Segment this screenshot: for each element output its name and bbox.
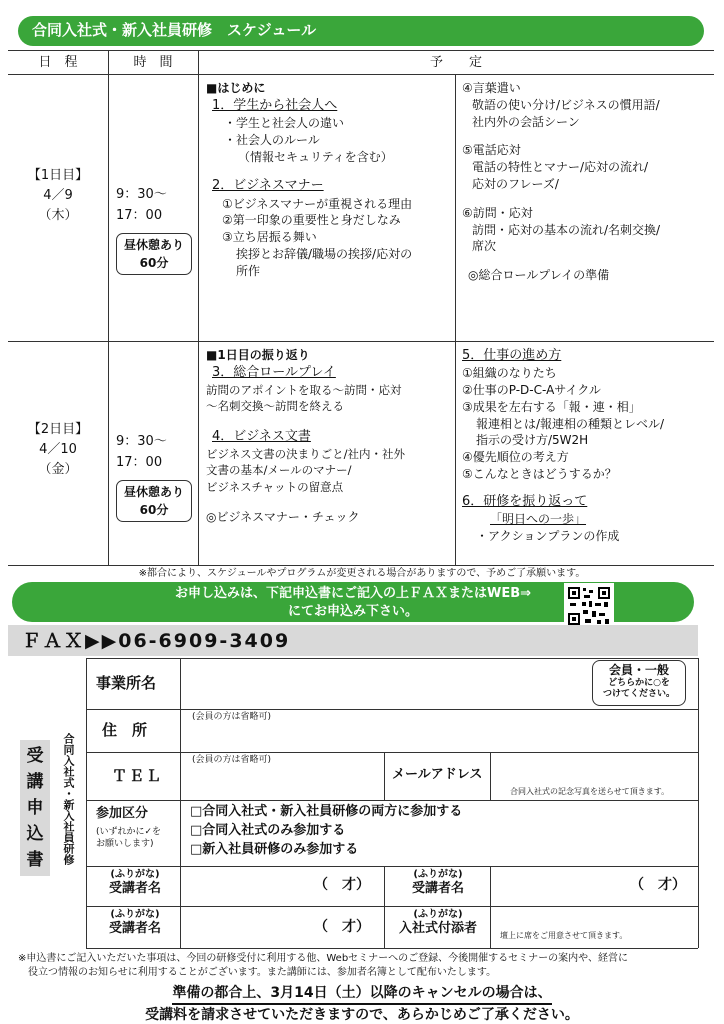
day1-left-item: ①ビジネスマナーが重視される理由	[222, 196, 413, 211]
day1-right-item: ④言葉遣い	[462, 81, 521, 95]
cancel-policy	[0, 983, 724, 1024]
attendee1-furigana: (ふりがな)	[110, 869, 160, 880]
photo-note: 合同入社式の記念写真を送らせて頂きます。	[510, 787, 670, 796]
day1-left-item: 1．学生から社会人へ	[212, 97, 338, 113]
day1-plan-left	[206, 80, 452, 280]
option-training-only[interactable]: □新入社員研修のみ参加する	[190, 841, 359, 857]
cancel-line2: 受講料を請求させていただきますので、あらかじめご了承ください。	[145, 1005, 579, 1024]
day1-rest-line1: 昼休憩あり	[123, 237, 184, 252]
attendee3-furigana: (ふりがな)	[110, 909, 160, 920]
cancel-line1: 準備の都合上、3月14日（土）以降のキャンセルの場合は、	[172, 983, 551, 1005]
fax-bar	[8, 625, 698, 656]
day2-right-item: 6．研修を振り返って	[462, 493, 588, 509]
form-side-char: 書	[26, 850, 44, 870]
attendee2-label-cell	[386, 868, 490, 898]
day1-right-item: 電話の特性とマナー/応対の流れ/	[472, 160, 649, 175]
tel-label: ＴＥＬ	[112, 767, 164, 785]
attendee2-furigana: (ふりがな)	[413, 869, 463, 880]
day2-right-item: ④優先順位の考え方	[462, 450, 569, 465]
day2-time-cell	[116, 432, 194, 522]
privacy-note-line2: 役立つ情報のお知らせに利用することがございます。また講師には、参加者名簿として配布いたします。	[28, 966, 497, 978]
day1-time-end: 17：00	[116, 207, 163, 223]
day2-left-item: 3．総合ロールプレイ	[212, 364, 336, 380]
day2-date: 4／10	[39, 442, 77, 458]
member-select-box[interactable]	[592, 660, 686, 706]
attendee3-label: 受講者名	[108, 921, 161, 936]
day1-date-cell	[8, 166, 108, 226]
escort-label: 入社式付添者	[398, 921, 477, 936]
day1-rest-line2: 60分	[139, 255, 169, 270]
day1-left-item: （情報セキュリティを含む）	[238, 149, 393, 164]
day2-time-end: 17：00	[116, 454, 163, 470]
day1-rest-box	[116, 233, 192, 275]
day1-right-item: ⑤電話応対	[462, 143, 521, 158]
day1-right-item: 席次	[472, 239, 497, 254]
form-side-char: 込	[26, 824, 44, 844]
form-side-char: 受	[26, 746, 44, 766]
day1-plan-right	[462, 80, 712, 284]
tel-omit-note: (会員の方は省略可)	[192, 755, 272, 765]
attendee2-age[interactable]: （ 才）	[630, 877, 686, 893]
mail-label: メールアドレス	[392, 767, 483, 782]
day2-time-start: 9：30～	[116, 434, 167, 449]
escort-furigana: (ふりがな)	[413, 909, 463, 920]
category-note2: お願いします)	[96, 838, 154, 849]
day2-rest-line2: 60分	[139, 502, 169, 517]
member-note1: どちらかに○を	[608, 678, 670, 688]
company-field[interactable]	[182, 660, 582, 707]
day2-right-item: ①組織のなりたち	[462, 366, 557, 381]
option-both[interactable]: □合同入社式・新入社員研修の両方に参加する	[190, 804, 463, 819]
attendee1-label: 受講者名	[108, 881, 161, 896]
category-cell	[96, 806, 161, 850]
member-choice: 会員・一般	[608, 663, 669, 677]
header-plan: 予 定	[429, 55, 482, 70]
day1-left-item: ②第一印象の重要性と身だしなみ	[222, 213, 401, 228]
attendee3-age[interactable]: （ 才）	[314, 919, 370, 935]
day2-right-item: 「明日への一歩」	[490, 511, 587, 526]
attendee1-age[interactable]: （ 才）	[314, 877, 370, 893]
day1-right-item: ⑥訪問・応対	[462, 205, 533, 220]
address-field[interactable]	[182, 724, 696, 750]
header-date: 日 程	[38, 55, 78, 70]
day1-left-item: 所作	[236, 263, 261, 278]
apply-line2: にてお申込み下さい。	[287, 603, 418, 619]
day1-left-item: ③立ち居振る舞い	[222, 230, 317, 245]
fax-number[interactable]: ＦＡＸ▶▶06-6909-3409	[22, 630, 291, 652]
day1-date: 4／9	[43, 188, 73, 204]
privacy-note-line1: ※申込書にご記入いただいた事項は、今回の研修受付に利用する他、Webセミナーへのご登録、今後開催するセミナーの案内や、経営に	[18, 953, 628, 964]
day2-rest-box	[116, 480, 192, 522]
day2-plan-left	[206, 347, 452, 525]
category-label: 参加区分	[96, 806, 149, 821]
seat-note: 壇上に席をご用意させて頂きます。	[500, 931, 628, 940]
day2-right-item: ②仕事のP-D-C-Aサイクル	[462, 382, 601, 397]
address-omit-note: (会員の方は省略可)	[192, 712, 272, 722]
day2-weekday: （金）	[38, 462, 78, 478]
day1-weekday: （木）	[38, 208, 78, 224]
day1-left-item: 2．ビジネスマナー	[212, 178, 324, 194]
day1-left-item: ・学生と社会人の違い	[224, 115, 345, 130]
day2-left-item: ◎ビジネスマナー・チェック	[206, 509, 360, 524]
day2-left-item: ビジネスチャットの留意点	[206, 479, 344, 494]
schedule-notice: ※都合により、スケジュールやプログラムが変更される場合がありますので、予めご了承願います。	[138, 568, 586, 579]
category-note1: (いずれかに✓を	[96, 826, 162, 837]
day2-date-cell	[8, 420, 108, 480]
day1-left-item: ・社会人のルール	[224, 132, 320, 147]
day1-right-item: 訪問・応対の基本の流れ/名刺交換/	[472, 222, 661, 237]
category-options	[190, 803, 462, 860]
option-ceremony-only[interactable]: □合同入社式のみ参加する	[190, 822, 346, 838]
form-side-char: 講	[26, 772, 44, 792]
escort-label-cell	[386, 908, 490, 938]
mail-field[interactable]	[492, 754, 696, 784]
day2-plan-right	[462, 347, 712, 545]
day2-left-item: 文書の基本/メールのマナー/	[206, 463, 352, 478]
day2-right-item: ③成果を左右する「報・連・相」	[462, 399, 641, 414]
day1-time-cell	[116, 185, 194, 275]
day1-label: 【1日目】	[27, 168, 89, 183]
form-side-char: 申	[26, 798, 44, 818]
schedule-title: 合同入社式・新入社員研修 スケジュール	[32, 21, 317, 39]
day2-rest-line1: 昼休憩あり	[123, 484, 184, 499]
day1-right-item: ◎総合ロールプレイの準備	[468, 268, 610, 283]
company-label: 事業所名	[96, 674, 157, 692]
form-side-subtitle: 合同入社式・新入社員研修	[62, 733, 75, 865]
privacy-note	[18, 952, 718, 979]
day2-left-item: ～名刺交換～訪問を終える	[206, 399, 344, 414]
day1-time-start: 9：30～	[116, 187, 167, 202]
day2-right-item: 5．仕事の進め方	[462, 348, 562, 363]
schedule-header	[18, 16, 704, 46]
day2-label: 【2日目】	[27, 422, 89, 437]
day2-left-item: ビジネス文書の決まりごと/社内・社外	[206, 447, 406, 462]
day2-left-item: ■1日目の振り返り	[206, 348, 310, 362]
attendee3-label-cell	[92, 908, 178, 938]
day1-right-item: 社内外の会話シーン	[472, 114, 580, 129]
day1-right-item: 応対のフレーズ/	[472, 176, 559, 191]
day1-left-item: 挨拶とお辞儀/職場の挨拶/応対の	[236, 246, 413, 261]
qr-code-icon[interactable]	[564, 583, 614, 629]
header-time: 時 間	[133, 55, 173, 70]
member-note2: つけてください。	[602, 689, 675, 700]
attendee2-label: 受講者名	[411, 881, 464, 896]
form-side-title	[20, 740, 50, 876]
day1-right-item: 敬語の使い分け/ビジネスの慣用語/	[472, 97, 660, 112]
day2-left-item: 4．ビジネス文書	[212, 429, 311, 445]
day2-right-item: ・アクションプランの作成	[476, 528, 620, 543]
day1-left-item: ■はじめに	[206, 81, 266, 95]
address-label: 住 所	[102, 721, 148, 739]
day2-left-item: 訪問のアポイントを取る～訪問・応対	[206, 382, 402, 397]
day2-right-item: 指示の受け方/5W2H	[476, 433, 589, 448]
attendee1-label-cell	[92, 868, 178, 898]
day2-right-item: 報連相とは/報連相の種類とレベル/	[476, 416, 665, 431]
apply-line1: お申し込みは、下記申込書にご記入の上ＦＡＸまたはWEB⇒	[174, 586, 532, 601]
day2-right-item: ⑤こんなときはどうするか？	[462, 466, 617, 481]
tel-field[interactable]	[182, 766, 382, 798]
